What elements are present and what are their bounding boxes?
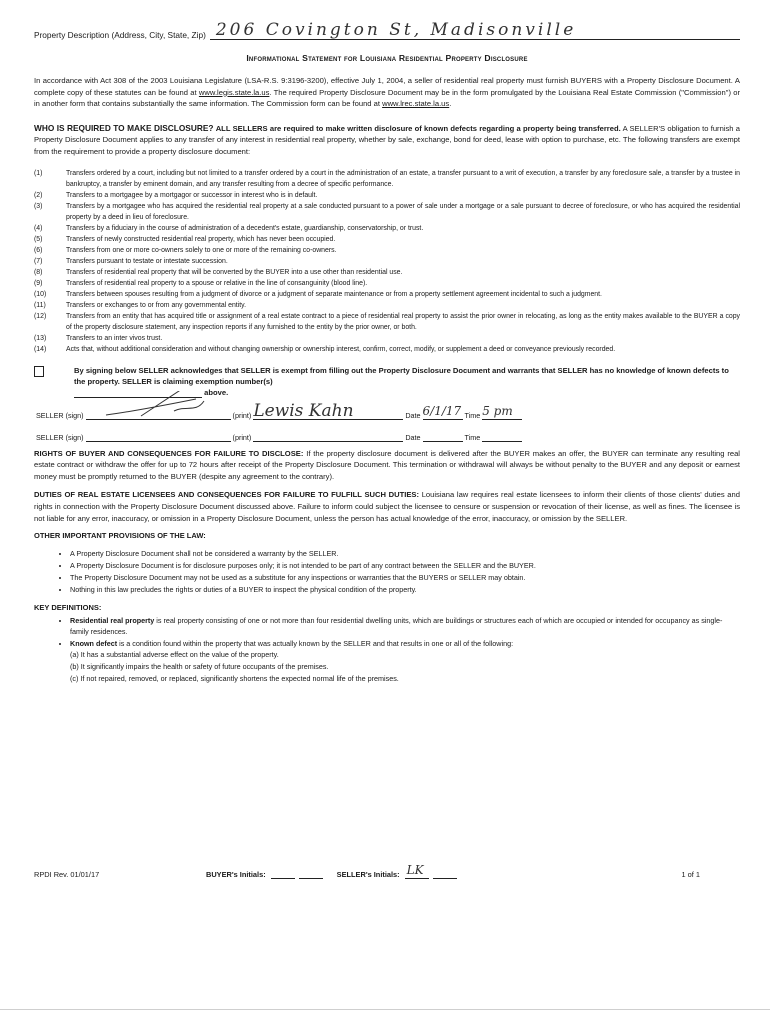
- exemption-item: [34, 300, 740, 311]
- list-item: (a) It has a substantial adverse effect on the value of the property.: [70, 650, 279, 660]
- seller-signature-field[interactable]: [86, 403, 231, 420]
- seller-initials-field-1[interactable]: [405, 863, 429, 879]
- exemption-item: [34, 289, 740, 300]
- exemption-number: (8): [34, 268, 43, 276]
- exemption-text: Acts that, without additional consideration and without changing ownership or ownership interest, confirm, correct, modify, or supplement a deed or conveyance previously recorded.: [66, 345, 616, 353]
- seller-time-field[interactable]: [482, 403, 522, 420]
- exemption-item: [34, 201, 740, 223]
- exemption-number: (2): [34, 191, 43, 199]
- exemption-list: [34, 168, 740, 355]
- exemption-number: (9): [34, 279, 43, 287]
- exemption-number: (1): [34, 169, 43, 177]
- exemption-text: Transfers of residential real property that will be converted by the BUYER into a use other than residential use.: [66, 268, 403, 276]
- intro-text-3: .: [449, 99, 452, 109]
- buyer-initials-field-1[interactable]: [271, 868, 295, 879]
- who-required-text: A SELLER'S obligation to furnish a Property Disclosure Document applies to any transfer of any interest in residential real property, whether by sale, exchange, bond for deed, lease with option to purchase, etc. The following transfers are exempt from the requirement to provide a property disclosure document:: [34, 123, 740, 156]
- exemption-text: Transfers between spouses resulting from a judgment of divorce or a judgment of separate maintenance or from a property settlement agreement incidental to such a judgment.: [66, 290, 602, 298]
- intro-paragraph: [34, 75, 740, 110]
- exemption-text: Transfers of newly constructed residential real property, which has never been occupied.: [66, 235, 336, 243]
- seller-date-field[interactable]: [423, 403, 463, 420]
- print-label: (print): [232, 432, 252, 442]
- page-footer: [34, 863, 700, 879]
- exemption-number: (4): [34, 224, 43, 232]
- seller-time-field[interactable]: [482, 425, 522, 442]
- who-required-paragraph: [34, 123, 740, 158]
- seller-print-field[interactable]: [253, 425, 403, 442]
- property-description-value[interactable]: 206 Covington St, Madisonville: [210, 21, 740, 40]
- exemption-text: Transfers from one or more co-owners solely to one or more of the remaining co-owners.: [66, 246, 337, 254]
- exemption-item: [34, 267, 740, 278]
- seller-signature-field[interactable]: [86, 425, 231, 442]
- exemption-number: (12): [34, 312, 47, 320]
- seller-time-value: 5 pm: [482, 403, 513, 418]
- exemption-item: [34, 278, 740, 289]
- exemption-item: [34, 311, 740, 333]
- exemption-text: Transfers from an entity that has acquired title or assignment of a real estate contract to a piece of residential real property to assist the prior owner in relocating, as long as the entity makes available to the BUYER a copy of the property disclosure statement, any inspection reports if any furnished to the entity by the prior owner, or both.: [66, 312, 740, 331]
- scan-edge-divider: [0, 1009, 770, 1010]
- rights-paragraph: [34, 448, 740, 483]
- legis-link[interactable]: www.legis.state.la.us: [198, 87, 270, 97]
- list-item: (c) If not repaired, removed, or replaced, significantly shortens the expected normal life of the premises.: [70, 674, 399, 684]
- key-definitions-heading: KEY DEFINITIONS:: [34, 603, 102, 613]
- seller-sign-label: SELLER (sign): [36, 432, 84, 442]
- other-provisions-list: [34, 548, 740, 595]
- duties-text: Louisiana law requires real estate licensees to inform their clients of those clients' duties and rights in connection with the Property Disclosure Document discussed above. Failure to inform could subject the licensee to censure or suspension or revocation of their license, as well as fines. The licensee is not liable for any error, inaccuracy, or omission in a Property Disclosure Document, unless the person has actual knowledge of the error, inaccuracy, or omission by the SELLER.: [34, 490, 740, 523]
- exemption-number: (10): [34, 290, 47, 298]
- seller-sign-label: SELLER (sign): [36, 410, 84, 420]
- exemption-checkbox[interactable]: [34, 366, 44, 377]
- exemption-item: [34, 168, 740, 190]
- duties-paragraph: [34, 489, 740, 524]
- seller-print-field[interactable]: [253, 400, 403, 421]
- seller-initials-field-2[interactable]: [433, 868, 457, 879]
- page-number: 1 of 1: [681, 870, 700, 879]
- exemption-text: Transfers by a fiduciary in the course of administration of a decedent's estate, guardianship, conservatorship, or trust.: [66, 224, 424, 232]
- rules-section: [34, 448, 740, 525]
- rights-text: If the property disclosure document is delivered after the BUYER makes an offer, the BUYER can terminate any resulting real estate contract or withdraw the offer for up to 72 hours after receipt of the Property Disclosure Document. This termination or withdrawal will always be without penalty to the BUYER and any deposit or earnest money must be promptly returned to the BUYER (despite any agreement to the contrary).: [34, 448, 740, 481]
- exemption-number: (13): [34, 334, 47, 342]
- buyer-initials-field-2[interactable]: [299, 868, 323, 879]
- buyer-initials-label: BUYER's Initials:: [206, 870, 266, 879]
- exemption-item: [34, 234, 740, 245]
- seller-date-field[interactable]: [423, 425, 463, 442]
- exemption-text: Transfers by a mortgagee who has acquired the residential real property at a sale conducted pursuant to a power of sale under a mortgage or a sale pursuant to decree of foreclosure, or who has acquired the residential property by a deed in lieu of foreclosure.: [66, 202, 740, 221]
- list-item: • Nothing in this law precludes the rights or duties of a BUYER to inspect the physical condition of the property.: [70, 584, 740, 595]
- exemption-item: [34, 333, 740, 344]
- date-label: Date: [405, 410, 421, 420]
- exemption-text: Transfers of residential real property to a spouse or relative in the line of consanguinity (blood line).: [66, 279, 368, 287]
- seller-initials-value: LK: [406, 863, 424, 877]
- exemption-item: [34, 256, 740, 267]
- who-required-heading: WHO IS REQUIRED TO MAKE DISCLOSURE?: [34, 122, 214, 133]
- key-definitions-list: [34, 615, 740, 684]
- list-item: • A Property Disclosure Document shall not be considered a warranty by the SELLER.: [70, 548, 740, 559]
- seller-initials-label: SELLER's Initials:: [336, 870, 400, 879]
- property-description-label: Property Description (Address, City, State, Zip): [34, 30, 206, 40]
- revision-label: RPDI Rev. 01/01/17: [34, 870, 100, 879]
- seller-date-value: 6/1/17: [422, 403, 462, 418]
- lrec-link[interactable]: www.lrec.state.la.us: [382, 99, 450, 109]
- list-item: (b) It significantly impairs the health or safety of future occupants of the premises.: [70, 662, 329, 672]
- exemption-text: Transfers ordered by a court, including but not limited to a transfer ordered by a court in the administration of an estate, a transfer pursuant to a writ of execution, a transfer by any foreclosure sale, a transfer by a trustee in bankruptcy, a transfer by eminent domain, and any transfer resulting from a decree of specific performance.: [66, 169, 740, 188]
- exemption-number: (5): [34, 235, 43, 243]
- exemption-number: (7): [34, 257, 43, 265]
- seller-print-name: Lewis Kahn: [253, 400, 354, 421]
- known-defect-criteria: [70, 649, 740, 684]
- exemption-number: (11): [34, 301, 46, 309]
- exemption-text: Transfers or exchanges to or from any governmental entity.: [66, 301, 247, 309]
- rights-heading: RIGHTS OF BUYER AND CONSEQUENCES FOR FAILURE TO DISCLOSE:: [34, 448, 304, 458]
- print-label: (print): [232, 410, 252, 420]
- other-provisions-heading: OTHER IMPORTANT PROVISIONS OF THE LAW:: [34, 531, 206, 541]
- duties-heading: DUTIES OF REAL ESTATE LICENSEES AND CONSEQUENCES FOR FAILURE TO FULFILL SUCH DUTIES:: [34, 490, 420, 500]
- list-item: • A Property Disclosure Document is for disclosure purposes only; it is not intended to be part of any contract between the SELLER and the BUYER.: [70, 560, 740, 571]
- exemption-number: (6): [34, 246, 43, 254]
- exemption-number: (3): [34, 202, 43, 210]
- exemption-text: Transfers to a mortgagee by a mortgagor or successor in interest who is in default.: [66, 191, 318, 199]
- exemption-item: [34, 245, 740, 256]
- date-label: Date: [405, 432, 421, 442]
- seller-signature-row-1: [34, 400, 740, 420]
- definition-residential: • Residential real property is real property consisting of one or not more than four residential dwelling units, which are buildings or structures each of which are occupied or intended for occupancy as single-family residences.: [70, 615, 740, 637]
- exemption-item: [34, 223, 740, 234]
- time-label: Time: [464, 432, 481, 442]
- intro-text-2: . The required Property Disclosure Document may be in the form promulgated by the Louisiana Real Estate Commission ("Commission") or in another form that contains substantially the same information. The Commission form can be found at: [34, 87, 741, 109]
- definition-known-defect: • Known defect is a condition found within the property that was actually known by the SELLER and that results in one or all of the following: (a) It has a substantial adverse effect on the value of the property. (b) It significantly impairs the health or safety of future occupants of the premises. (c) If not repaired, removed, or replaced, significantly shortens the expected normal life of the premises.: [70, 638, 740, 684]
- exemption-item: [34, 344, 740, 355]
- exemption-number: (14): [34, 345, 47, 353]
- intro-text-1: In accordance with Act 308 of the 2003 Louisiana Legislature (LSA-R.S. 9:3196-3200), effective July 1, 2004, a seller of residential real property must furnish BUYERS with a Property Disclosure Document. A complete copy of these statutes can be found at: [34, 76, 740, 97]
- list-item: • The Property Disclosure Document may not be used as a substitute for any inspections or warranties that the BUYERS or SELLER may obtain.: [70, 572, 740, 583]
- exemption-item: [34, 190, 740, 201]
- exemption-text: Transfers to an inter vivos trust.: [66, 334, 163, 342]
- property-description-row: [34, 18, 740, 40]
- document-title: Informational Statement for Louisiana Residential Property Disclosure: [246, 53, 528, 63]
- exemption-text: Transfers pursuant to testate or intestate succession.: [66, 257, 228, 265]
- who-required-bold: ALL SELLERS are required to make written disclosure of known defects regarding a property being transferred.: [215, 123, 621, 133]
- time-label: Time: [464, 410, 481, 420]
- seller-signature-scribble: [86, 391, 231, 421]
- exemption-claim-text: By signing below SELLER acknowledges that SELLER is exempt from filling out the Property Disclosure Document and warrants that SELLER has no knowledge of known defects to the property. SELLER is claiming exemption number(s) above.: [74, 365, 729, 397]
- seller-signature-row-2: [34, 422, 740, 442]
